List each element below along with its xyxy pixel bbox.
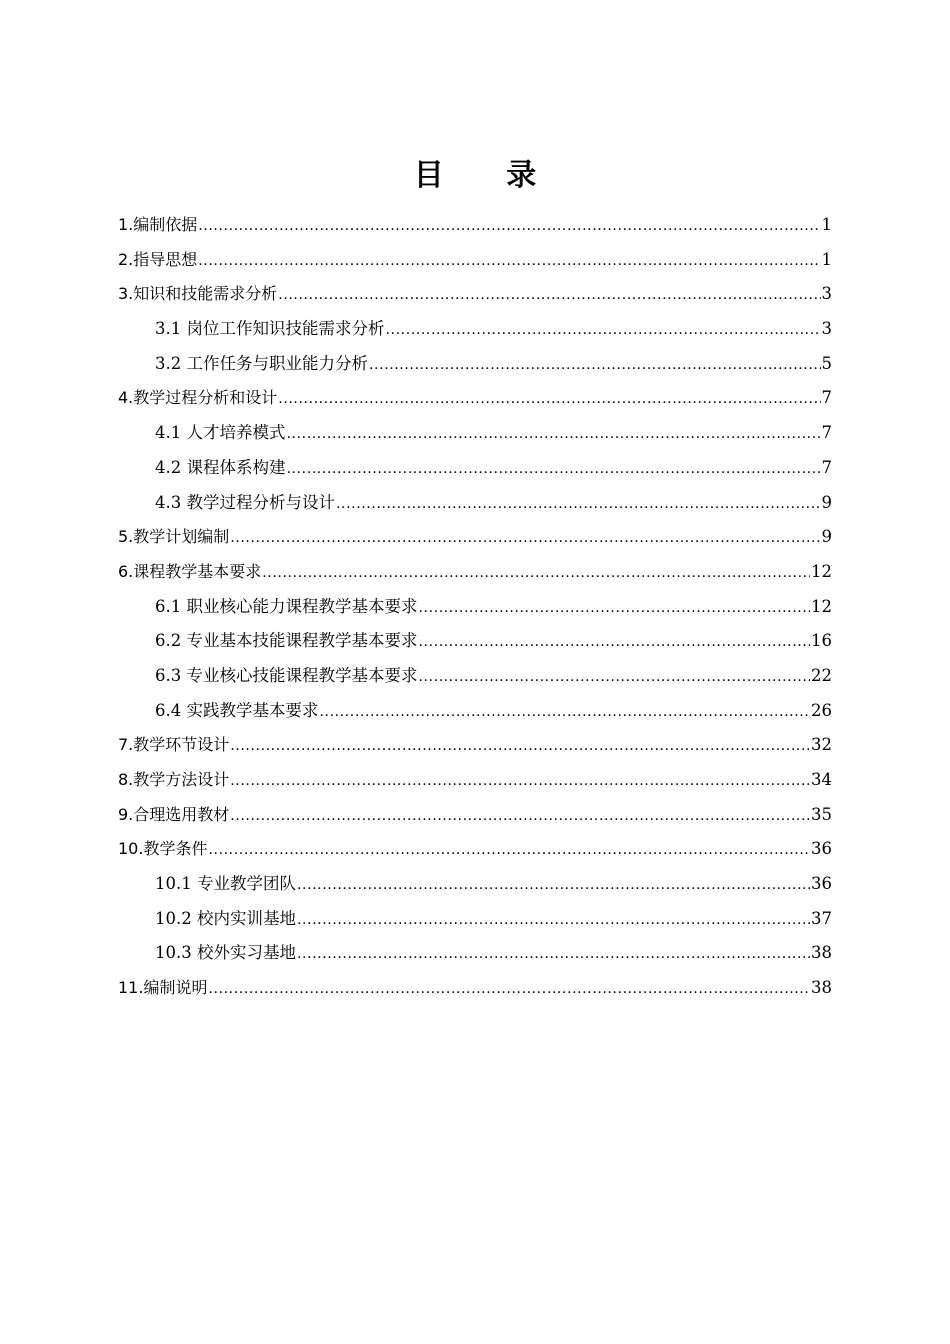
toc-entry[interactable] bbox=[118, 661, 832, 696]
toc-entry-label: 10.2 校内实训基地 bbox=[155, 908, 296, 928]
toc-entry-page-number: 36 bbox=[811, 839, 832, 859]
toc-entry-page-number: 37 bbox=[811, 908, 832, 928]
toc-entry-number: 3. bbox=[118, 284, 134, 304]
toc-dot-leader bbox=[198, 246, 820, 276]
toc-entry[interactable] bbox=[118, 453, 832, 488]
toc-entry-label: 4.2 课程体系构建 bbox=[155, 457, 286, 477]
toc-entry[interactable] bbox=[118, 765, 832, 800]
toc-entry-page-number: 22 bbox=[811, 665, 832, 685]
toc-dot-leader bbox=[230, 523, 820, 553]
toc-entry[interactable] bbox=[118, 834, 832, 869]
toc-entry-label: 指导思想 bbox=[133, 249, 198, 269]
toc-entry-number: 4. bbox=[118, 388, 134, 408]
toc-entry-label: 编制依据 bbox=[133, 215, 198, 234]
toc-entry-page-number: 3 bbox=[821, 319, 832, 339]
toc-dot-leader bbox=[287, 454, 821, 484]
toc-entry-label: 4.3 教学过程分析与设计 bbox=[155, 492, 335, 512]
toc-entry[interactable] bbox=[118, 349, 832, 384]
toc-dot-leader bbox=[278, 384, 820, 414]
toc-entry-page-number: 34 bbox=[811, 770, 832, 789]
toc-entry[interactable] bbox=[118, 973, 832, 1008]
toc-entry-page-number: 3 bbox=[821, 284, 832, 304]
toc-entry-label: 6.1 职业核心能力课程教学基本要求 bbox=[155, 596, 418, 616]
toc-entry-page-number: 32 bbox=[811, 735, 832, 755]
toc-entry-page-number: 7 bbox=[821, 423, 832, 443]
toc-entry[interactable] bbox=[118, 696, 832, 731]
toc-entry-page-number: 12 bbox=[811, 596, 832, 616]
toc-entry-page-number: 16 bbox=[811, 631, 832, 651]
toc-entry-label: 4.1 人才培养模式 bbox=[155, 423, 286, 443]
table-of-contents bbox=[118, 210, 832, 1008]
toc-dot-leader bbox=[419, 627, 811, 657]
toc-dot-leader bbox=[297, 870, 810, 900]
toc-entry-number: 10. bbox=[118, 839, 144, 859]
toc-entry-number: 1. bbox=[118, 215, 134, 234]
toc-entry[interactable] bbox=[118, 557, 832, 592]
toc-dot-leader bbox=[297, 905, 810, 935]
toc-entry-label: 10.1 专业教学团队 bbox=[155, 874, 296, 894]
toc-entry-page-number: 7 bbox=[821, 388, 832, 408]
toc-entry[interactable] bbox=[118, 938, 832, 973]
toc-entry-number: 5. bbox=[118, 527, 134, 547]
toc-entry[interactable] bbox=[118, 314, 832, 349]
toc-dot-leader bbox=[208, 974, 810, 1004]
toc-entry-page-number: 38 bbox=[811, 943, 832, 963]
toc-entry-label: 编制说明 bbox=[143, 978, 208, 998]
toc-entry-page-number: 5 bbox=[821, 353, 832, 373]
toc-entry-label: 教学环节设计 bbox=[133, 735, 230, 755]
toc-entry-page-number: 9 bbox=[821, 527, 832, 547]
toc-dot-leader bbox=[386, 315, 821, 345]
toc-entry[interactable] bbox=[118, 279, 832, 314]
toc-entry-page-number: 35 bbox=[811, 804, 832, 824]
toc-dot-leader bbox=[369, 350, 821, 380]
toc-dot-leader bbox=[336, 489, 821, 519]
toc-entry-page-number: 9 bbox=[821, 492, 832, 512]
toc-dot-leader bbox=[297, 939, 810, 969]
toc-entry[interactable] bbox=[118, 522, 832, 557]
toc-entry-page-number: 1 bbox=[821, 249, 832, 269]
toc-dot-leader bbox=[320, 697, 811, 727]
toc-entry[interactable] bbox=[118, 488, 832, 523]
toc-entry-number: 8. bbox=[118, 770, 134, 789]
toc-entry[interactable] bbox=[118, 418, 832, 453]
toc-entry-number: 7. bbox=[118, 735, 134, 755]
toc-dot-leader bbox=[198, 211, 820, 241]
toc-dot-leader bbox=[208, 835, 810, 865]
toc-dot-leader bbox=[230, 766, 810, 796]
toc-entry-label: 教学过程分析和设计 bbox=[133, 388, 278, 408]
toc-entry-label: 6.4 实践教学基本要求 bbox=[155, 700, 319, 720]
toc-entry-number: 9. bbox=[118, 804, 134, 824]
toc-entry[interactable] bbox=[118, 904, 832, 939]
toc-entry-number: 2. bbox=[118, 249, 134, 269]
toc-entry[interactable] bbox=[118, 383, 832, 418]
toc-entry[interactable] bbox=[118, 730, 832, 765]
toc-entry[interactable] bbox=[118, 210, 832, 245]
toc-entry-label: 教学方法设计 bbox=[133, 770, 230, 789]
toc-entry[interactable] bbox=[118, 626, 832, 661]
toc-entry-label: 合理选用教材 bbox=[133, 804, 230, 824]
toc-dot-leader bbox=[230, 801, 810, 831]
toc-entry-number: 11. bbox=[118, 978, 144, 998]
toc-entry[interactable] bbox=[118, 245, 832, 280]
toc-entry-page-number: 7 bbox=[821, 457, 832, 477]
toc-entry-label: 3.1 岗位工作知识技能需求分析 bbox=[155, 319, 385, 339]
toc-entry-label: 6.3 专业核心技能课程教学基本要求 bbox=[155, 665, 418, 685]
toc-dot-leader bbox=[287, 419, 821, 449]
toc-entry-page-number: 38 bbox=[811, 978, 832, 998]
toc-entry-page-number: 26 bbox=[811, 700, 832, 720]
toc-dot-leader bbox=[419, 593, 811, 623]
toc-entry-page-number: 36 bbox=[811, 874, 832, 894]
toc-entry-label: 10.3 校外实习基地 bbox=[155, 943, 296, 963]
toc-entry-page-number: 12 bbox=[811, 561, 832, 581]
page-title: 目 录 bbox=[413, 158, 563, 193]
toc-entry-page-number: 1 bbox=[821, 215, 832, 234]
toc-entry-label: 教学计划编制 bbox=[133, 527, 230, 547]
toc-dot-leader bbox=[230, 731, 810, 761]
toc-entry-number: 6. bbox=[118, 561, 134, 581]
toc-dot-leader bbox=[419, 662, 811, 692]
toc-entry-label: 教学条件 bbox=[143, 839, 208, 859]
toc-dot-leader bbox=[278, 280, 820, 310]
toc-dot-leader bbox=[262, 558, 810, 588]
toc-entry[interactable] bbox=[118, 869, 832, 904]
toc-entry[interactable] bbox=[118, 592, 832, 627]
toc-entry-label: 6.2 专业基本技能课程教学基本要求 bbox=[155, 631, 418, 651]
toc-entry-label: 课程教学基本要求 bbox=[133, 561, 262, 581]
toc-entry-label: 知识和技能需求分析 bbox=[133, 284, 278, 304]
toc-entry[interactable] bbox=[118, 800, 832, 835]
toc-entry-label: 3.2 工作任务与职业能力分析 bbox=[155, 353, 368, 373]
